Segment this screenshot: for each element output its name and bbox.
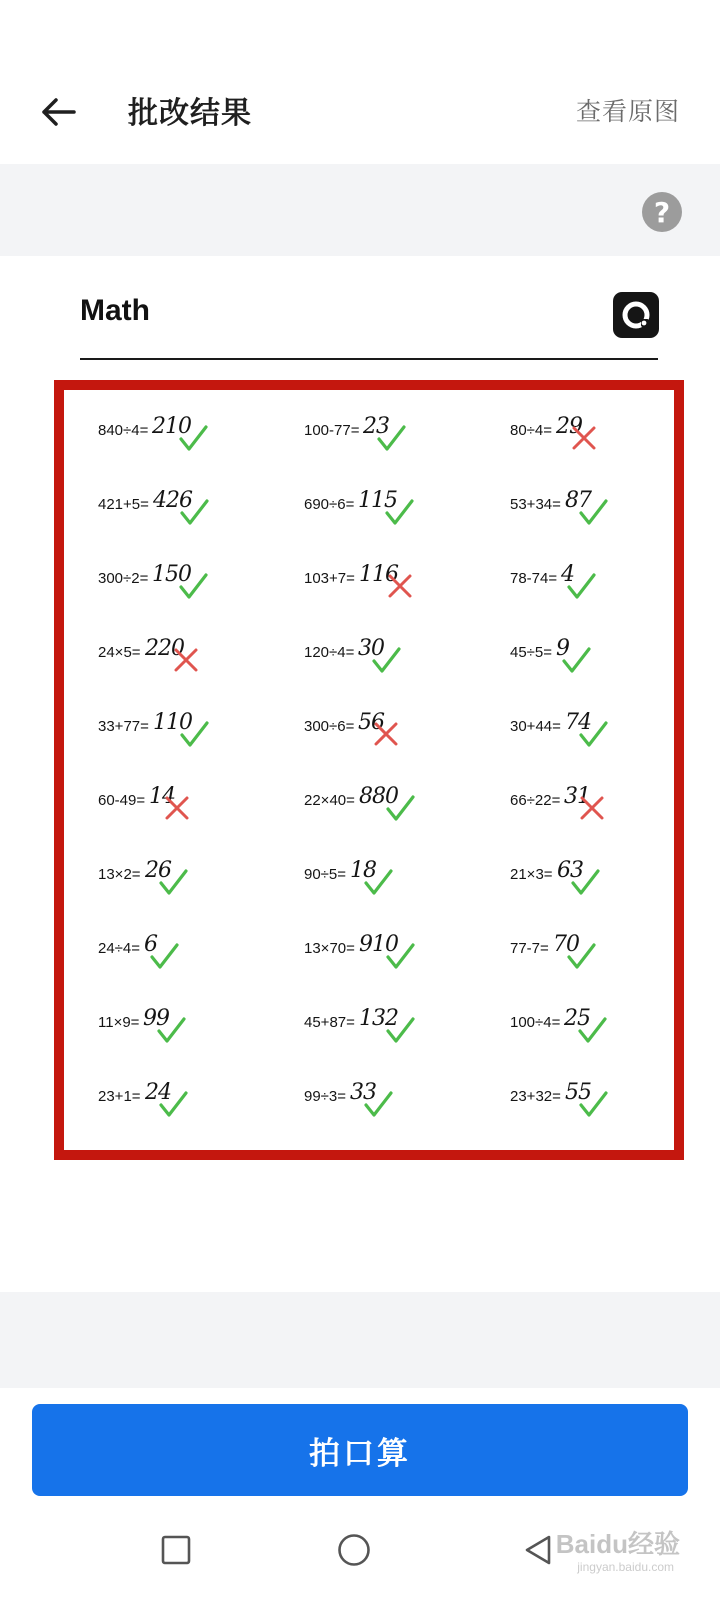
problem-answer: 9 — [556, 636, 569, 661]
app-logo — [613, 292, 659, 338]
cross-icon — [370, 718, 402, 750]
problem-item — [290, 700, 496, 774]
problem-item — [84, 626, 290, 700]
problem-answer: 115 — [358, 488, 397, 513]
recent-apps-button[interactable] — [156, 1530, 196, 1570]
problem-item — [496, 996, 674, 1070]
cross-icon — [568, 422, 600, 454]
problem-answer: 14 — [149, 784, 175, 809]
problem-item — [290, 1070, 496, 1144]
check-icon — [384, 940, 416, 972]
check-icon — [362, 866, 394, 898]
problem-answer: 910 — [359, 932, 398, 957]
problem-answer: 18 — [350, 858, 376, 883]
problem-equation: 78-74= — [510, 570, 558, 587]
problem-equation: 24×5= — [98, 644, 141, 661]
problem-answer: 31 — [564, 784, 590, 809]
problem-answer: 210 — [152, 414, 191, 439]
check-icon — [577, 496, 609, 528]
view-original-button[interactable]: 查看原图 — [575, 97, 680, 126]
problem-equation: 80÷4= — [510, 422, 553, 439]
problem-answer: 24 — [145, 1080, 171, 1105]
problem-item — [84, 848, 290, 922]
cross-icon — [384, 570, 416, 602]
help-icon[interactable]: ? — [642, 192, 682, 232]
check-icon — [177, 422, 209, 454]
problem-equation: 45÷5= — [510, 644, 553, 661]
problem-grid — [84, 404, 674, 1144]
check-icon — [178, 496, 210, 528]
take-photo-button[interactable]: 拍口算 — [32, 1404, 688, 1496]
cross-icon — [161, 792, 193, 824]
problem-equation: 690÷6= — [304, 496, 355, 513]
check-icon — [560, 644, 592, 676]
problem-answer: 25 — [564, 1006, 590, 1031]
check-icon — [565, 940, 597, 972]
problem-equation: 11×9= — [98, 1014, 140, 1031]
check-icon — [157, 866, 189, 898]
problem-item — [290, 848, 496, 922]
problem-item — [290, 478, 496, 552]
check-icon — [384, 1014, 416, 1046]
problem-answer: 33 — [350, 1080, 376, 1105]
problem-equation: 13×70= — [304, 940, 355, 957]
problem-answer: 6 — [144, 932, 157, 957]
problem-item — [496, 774, 674, 848]
status-bar — [0, 0, 720, 60]
problem-equation: 100-77= — [304, 422, 360, 439]
action-area — [0, 1388, 720, 1500]
problem-answer: 880 — [359, 784, 398, 809]
problem-answer: 23 — [363, 414, 389, 439]
check-icon — [155, 1014, 187, 1046]
problem-answer: 30 — [358, 636, 384, 661]
problem-item — [84, 1070, 290, 1144]
check-icon — [576, 1014, 608, 1046]
problem-answer: 4 — [561, 562, 574, 587]
problem-equation: 66÷22= — [510, 792, 561, 809]
problem-equation: 99÷3= — [304, 1088, 347, 1105]
cross-icon — [576, 792, 608, 824]
problem-answer: 132 — [359, 1006, 398, 1031]
problem-item — [290, 404, 496, 478]
watermark-url: jingyan.baidu.com — [577, 1560, 674, 1574]
worksheet-title: Math — [80, 294, 150, 327]
check-icon — [178, 718, 210, 750]
problem-answer: 150 — [152, 562, 191, 587]
problem-equation: 23+32= — [510, 1088, 561, 1105]
problem-item — [496, 478, 674, 552]
problem-item — [290, 996, 496, 1070]
check-icon — [577, 1088, 609, 1120]
problem-item — [290, 626, 496, 700]
back-button[interactable] — [30, 84, 86, 140]
problem-answer: 63 — [557, 858, 583, 883]
problem-item — [84, 404, 290, 478]
problem-equation: 103+7= — [304, 570, 355, 587]
problem-equation: 53+34= — [510, 496, 561, 513]
info-band — [0, 164, 720, 256]
problem-item — [84, 552, 290, 626]
problem-item — [290, 552, 496, 626]
problem-item — [496, 552, 674, 626]
check-icon — [177, 570, 209, 602]
problem-answer: 426 — [153, 488, 192, 513]
home-button[interactable] — [334, 1530, 374, 1570]
problem-item — [84, 478, 290, 552]
problem-answer: 56 — [358, 710, 384, 735]
app-logo-icon — [619, 298, 653, 332]
problem-item — [496, 922, 674, 996]
circle-icon — [337, 1533, 371, 1567]
problem-item — [84, 922, 290, 996]
bottom-band — [0, 1292, 720, 1388]
problem-item — [290, 922, 496, 996]
check-icon — [569, 866, 601, 898]
problem-equation: 300÷2= — [98, 570, 149, 587]
problem-equation: 24÷4= — [98, 940, 141, 957]
problem-answer: 26 — [145, 858, 171, 883]
check-icon — [383, 496, 415, 528]
check-icon — [375, 422, 407, 454]
check-icon — [148, 940, 180, 972]
problem-answer: 110 — [153, 710, 192, 735]
check-icon — [157, 1088, 189, 1120]
problem-equation: 300÷6= — [304, 718, 355, 735]
system-back-button[interactable] — [518, 1530, 558, 1570]
problem-answer: 70 — [553, 932, 579, 957]
problem-answer: 55 — [565, 1080, 591, 1105]
worksheet-image — [0, 256, 720, 1292]
problem-equation: 22×40= — [304, 792, 355, 809]
problem-equation: 90÷5= — [304, 866, 347, 883]
problem-item — [496, 626, 674, 700]
problem-equation: 45+87= — [304, 1014, 355, 1031]
problem-equation: 33+77= — [98, 718, 149, 735]
problem-answer: 74 — [565, 710, 591, 735]
problem-equation: 100÷4= — [510, 1014, 561, 1031]
triangle-back-icon — [523, 1534, 553, 1566]
problem-item — [290, 774, 496, 848]
problem-answer: 99 — [143, 1006, 169, 1031]
problem-item — [84, 774, 290, 848]
arrow-left-icon — [40, 97, 76, 127]
problem-item — [84, 996, 290, 1070]
problem-equation: 421+5= — [98, 496, 149, 513]
problem-item — [496, 1070, 674, 1144]
check-icon — [384, 792, 416, 824]
cross-icon — [170, 644, 202, 676]
check-icon — [370, 644, 402, 676]
system-nav-bar — [0, 1500, 720, 1600]
page-title: 批改结果 — [128, 96, 252, 131]
square-icon — [161, 1535, 191, 1565]
problem-item — [496, 848, 674, 922]
header — [0, 60, 720, 164]
problem-answer: 116 — [359, 562, 398, 587]
watermark-logo: Baidu经验 — [555, 1529, 680, 1559]
problem-equation: 30+44= — [510, 718, 561, 735]
problem-answer: 220 — [145, 636, 184, 661]
problem-item — [84, 700, 290, 774]
problem-answer: 87 — [565, 488, 591, 513]
problem-equation: 21×3= — [510, 866, 553, 883]
problem-answer: 29 — [556, 414, 582, 439]
problem-equation: 840÷4= — [98, 422, 149, 439]
problem-equation: 60-49= — [98, 792, 146, 809]
graded-area-frame — [54, 380, 684, 1160]
problem-equation: 120÷4= — [304, 644, 355, 661]
problem-equation: 13×2= — [98, 866, 141, 883]
check-icon — [577, 718, 609, 750]
problem-item — [496, 700, 674, 774]
check-icon — [565, 570, 597, 602]
check-icon — [362, 1088, 394, 1120]
problem-equation: 23+1= — [98, 1088, 141, 1105]
problem-item — [496, 404, 674, 478]
problem-equation: 77-7= — [510, 940, 549, 957]
title-underline — [80, 358, 658, 360]
